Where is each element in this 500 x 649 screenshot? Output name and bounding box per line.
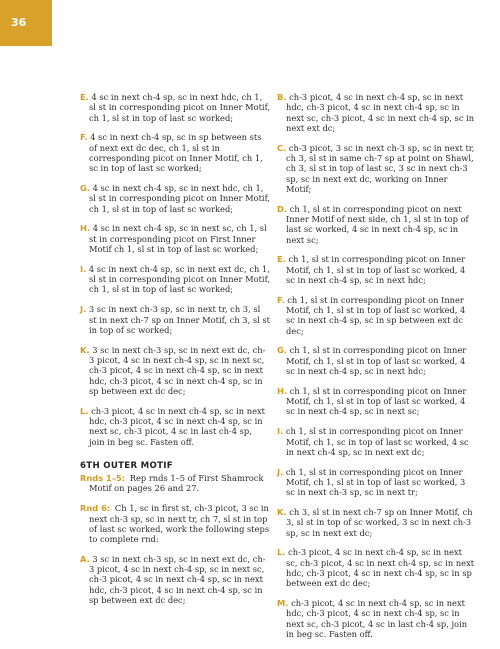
step-text: 3 sc in next ch-3 sp, sc in next ext dc, ch-3 picot, 4 sc in next ch-4 sp, sc in next sc, ch-3 picot, 4 sc in next ch-4 sp, sc in next hdc, ch-3 picot, 4 sc in next ch-4 sp, sc in sp between ext dc dec;: [89, 553, 266, 606]
round-instruction: [80, 503, 270, 544]
step-label: F.: [80, 132, 88, 143]
step-text: ch 1, sl st in corresponding picot on Inner Motif, ch 1, sl st in top of last sc worked, 4 sc in next ch-4 sp, sc in next hdc;: [286, 345, 467, 377]
step-label: J.: [277, 466, 284, 477]
left-column: [80, 92, 270, 615]
step-label: M.: [277, 598, 289, 609]
step-label: K.: [277, 507, 287, 517]
step-label: Rnd 6:: [80, 503, 111, 514]
step-text: ch-3 picot, 4 sc in next ch-4 sp, sc in next hdc, ch-3 picot, 4 sc in next ch-4 sp, sc in next sc, ch-3 picot, 4 sc in last ch-4 sp, join in beg sc. Fasten off.: [286, 598, 468, 639]
page-number: 36: [11, 16, 27, 29]
step-instruction: [80, 92, 270, 123]
step-label: G.: [80, 183, 90, 194]
step-text: ch-3 picot, 4 sc in next ch-4 sp, sc in next sc, ch-3 picot, 4 sc in next ch-4 sp, sc in next hdc, ch-3 picot, 4 sc in next ch-4 sp, sc in sp between ext dc dec;: [286, 547, 475, 589]
step-label: I.: [80, 263, 87, 274]
step-instruction: [80, 132, 270, 173]
right-column: [277, 92, 475, 649]
step-label: J.: [80, 304, 87, 315]
step-text: ch-3 picot, 3 sc in next ch-3 sp, sc in next tr, ch 3, sl st in same ch-7 sp at point on Shawl, ch 3, sl st in top of last sc, 3 sc in next ch-3 sp, sc in next ext dc, working on Inner Motif;: [286, 142, 475, 194]
step-text: ch 1, sl st in corresponding picot on Inner Motif, ch 1, sl st in top of last sc worked, 4 sc in next ch-4 sp, sc in sp between ext dc dec;: [286, 294, 466, 336]
step-text: 4 sc in next ch-4 sp, sc in next hdc, ch 1, sl st in corresponding picot on Inner Motif, ch 1, sl st in top of last sc worked;: [89, 183, 270, 214]
step-label: G.: [277, 345, 287, 356]
left-steps-a: [80, 92, 270, 447]
step-text: 3 sc in next ch-3 sp, sc in next ext dc, ch-3 picot, 4 sc in next ch-4 sp, sc in next sc, ch-3 picot, 4 sc in next ch-4 sp, sc in next hdc, ch-3 picot, 4 sc in next ch-4 sp, sc in sp between ext dc dec;: [89, 344, 266, 396]
step-text: ch 1, sl st in corresponding picot on Inner Motif, ch 1, sc in top of last sc worked, 4 sc in next ch-4 sp, sc in next ext dc;: [285, 426, 469, 457]
step-instruction: [80, 223, 270, 254]
page-number-tab: [0, 0, 52, 46]
section-title: 6TH OUTER MOTIF: [80, 460, 173, 471]
step-label: Rnds 1–5:: [80, 473, 126, 484]
step-text: 4 sc in next ch-4 sp, sc in next hdc, ch 1, sl st in corresponding picot on Inner Motif, ch 1, sl st in top of last sc worked;: [89, 92, 270, 123]
step-instruction: [277, 254, 475, 285]
step-label: A.: [80, 553, 90, 564]
step-text: 4 sc in next ch-4 sp, sc in next ext dc, ch 1, sl st in corresponding picot on Inner Motif, ch 1, sl st in top of last sc worked;: [88, 263, 270, 295]
step-text: Ch 1, sc in first st, ch-3 picot, 3 sc in next ch-3 sp, sc in next tr, ch 7, sl st in top of last sc worked, work the following steps to complete rnd:: [89, 503, 270, 545]
step-text: 3 sc in next ch-3 sp, sc in next tr, ch 3, sl st in next ch-7 sp on Inner Motif, ch 3, sl st in top of sc worked;: [88, 304, 270, 335]
step-label: H.: [80, 223, 91, 234]
right-steps: [277, 92, 475, 639]
step-text: 4 sc in next ch-4 sp, sc in next sc, ch 1, sl st in corresponding picot on First Inner Motif ch 1, sl st in top of last sc worked;: [89, 223, 267, 255]
step-label: C.: [277, 142, 287, 153]
step-instruction: [277, 295, 475, 336]
step-instruction: [80, 554, 270, 605]
step-instruction: [277, 386, 475, 417]
step-instruction: [277, 345, 475, 376]
step-instruction: [277, 598, 475, 639]
step-instruction: [277, 204, 475, 245]
step-instruction: [80, 183, 270, 214]
step-label: L.: [80, 405, 89, 416]
step-text: Rep rnds 1–5 of First Shamrock Motif on pages 26 and 27.: [89, 473, 264, 494]
step-instruction: [277, 467, 475, 498]
step-instruction: [80, 345, 270, 396]
step-instruction: [80, 304, 270, 335]
step-text: ch 3, sl st in next ch-7 sp on Inner Motif, ch 3, sl st in top of sc worked, 3 sc in next ch-3 sp, sc in next ext dc;: [286, 507, 473, 538]
step-instruction: [277, 92, 475, 133]
step-text: ch 1, sl st in corresponding picot on Inner Motif, ch 1, sl st in top of last sc worked, 4 sc in next ch-4 sp, sc in next sc;: [286, 385, 467, 417]
step-label: E.: [277, 254, 286, 265]
round-instruction: [80, 473, 270, 494]
step-text: ch 1, sl st in corresponding picot on next Inner Motif of next side, ch 1, sl st in top of last sc worked, 4 sc in next ch-4 sp, sc in next sc;: [286, 203, 469, 245]
step-label: K.: [80, 344, 90, 355]
step-text: 4 sc in next ch-4 sp, sc in sp between sts of next ext dc dec, ch 1, sl st in corresponding picot on Inner Motif, ch 1, sc in top of last sc worked;: [89, 132, 263, 174]
step-instruction: [277, 426, 475, 457]
step-text: ch-3 picot, 4 sc in next ch-4 sp, sc in next hdc, ch-3 picot, 4 sc in next ch-4 sp, sc in next sc, ch-3 picot, 4 sc in last ch-4 sp, join in beg sc. Fasten off.: [89, 405, 266, 447]
step-label: D.: [277, 203, 288, 214]
step-instruction: [80, 406, 270, 447]
step-label: E.: [80, 92, 89, 102]
left-steps-b: [80, 554, 270, 605]
step-label: F.: [277, 294, 285, 305]
step-text: ch 1, sl st in corresponding picot on Inner Motif, ch 1, sl st in top of last sc worked, 3 sc in next ch-3 sp, sc in next tr;: [285, 466, 466, 498]
step-label: H.: [277, 385, 288, 396]
step-instruction: [277, 547, 475, 588]
step-instruction: [277, 507, 475, 538]
step-label: B.: [277, 92, 287, 102]
step-instruction: [80, 264, 270, 295]
step-label: L.: [277, 547, 286, 558]
round-list: [80, 473, 270, 544]
step-instruction: [277, 143, 475, 194]
step-text: ch 1, sl st in corresponding picot on Inner Motif, ch 1, sl st in top of last sc worked, 4 sc in next ch-4 sp, sc in next hdc;: [286, 254, 466, 285]
step-text: ch-3 picot, 4 sc in next ch-4 sp, sc in next hdc, ch-3 picot, 4 sc in next ch-4 sp, sc in next sc, ch-3 picot, 4 sc in next ch-4 sp, sc in next ext dc;: [286, 92, 475, 133]
step-label: I.: [277, 426, 284, 437]
